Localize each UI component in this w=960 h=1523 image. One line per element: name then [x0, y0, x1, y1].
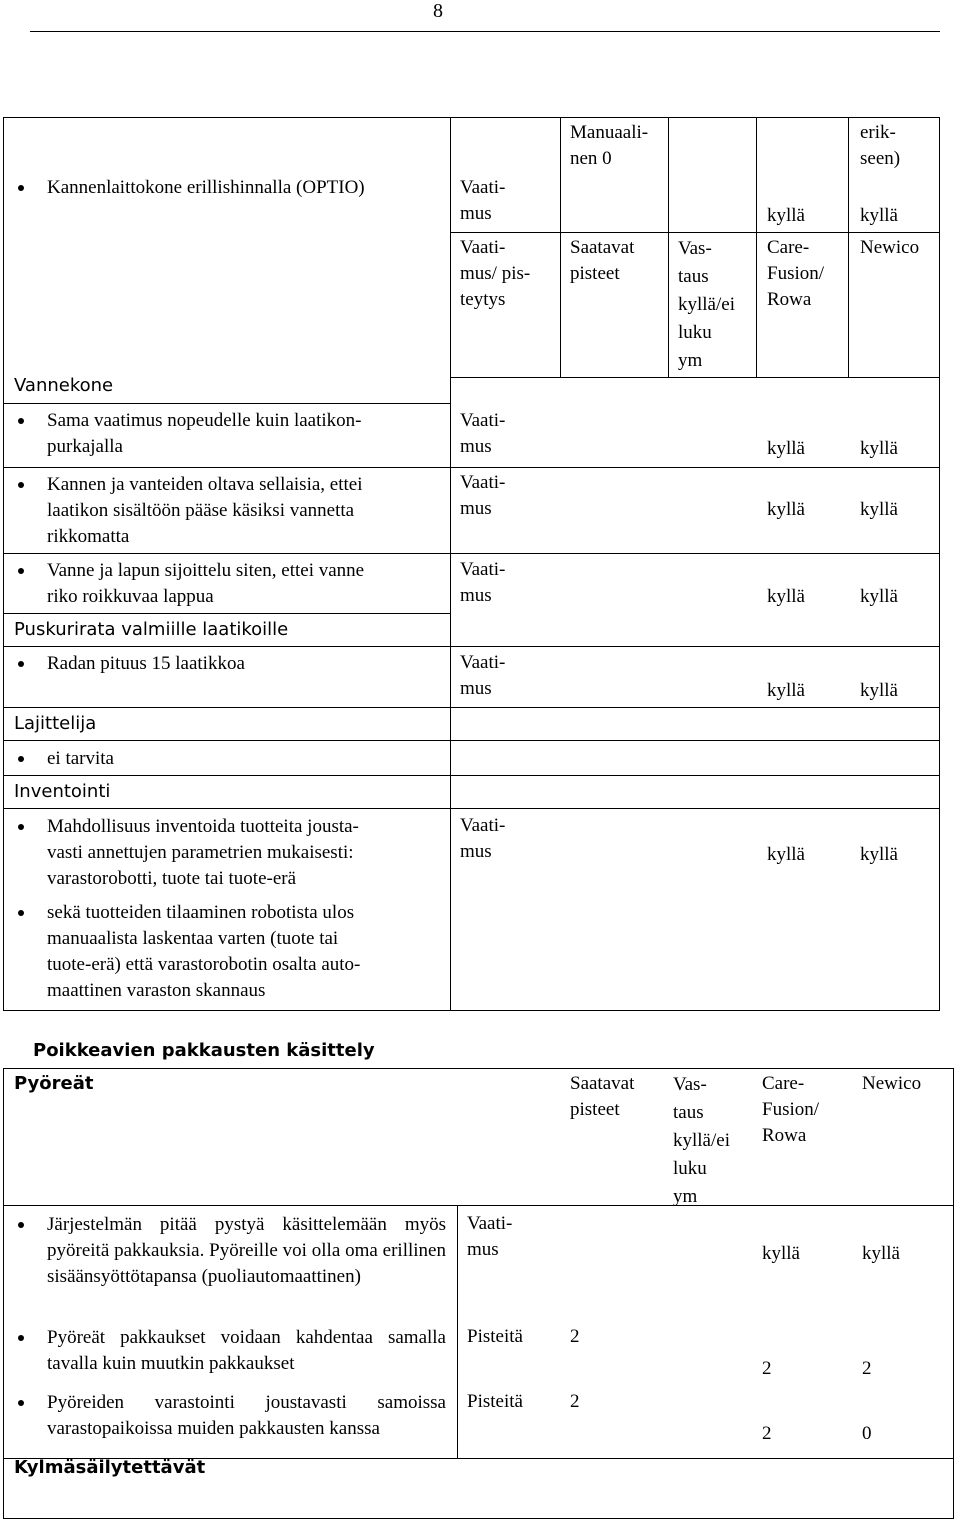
row-carefusion-answer: kyllä — [767, 205, 805, 226]
bullet-icon — [18, 1400, 24, 1406]
row-text-track-length: Radan pituus 15 laatikkoa — [47, 653, 245, 674]
row-carefusion-answer: 2 — [762, 1423, 772, 1444]
row-newico-answer: kyllä — [860, 499, 898, 520]
section-heading-buffer-track: Puskurirata valmiille laatikoille — [14, 619, 289, 640]
row-requirement: Vaati- mus — [460, 410, 506, 457]
row-carefusion-answer: kyllä — [767, 844, 805, 865]
row-available-points: 2 — [570, 1391, 580, 1412]
row-newico-answer: kyllä — [860, 205, 898, 226]
row-text-round-duplicate: Pyöreät pakkaukset voidaan kahdentaa samalla tavalla kuin muutkin pakkaukset — [47, 1327, 446, 1374]
bullet-icon — [18, 185, 24, 191]
header-erikseen: erik- seen) — [860, 122, 901, 169]
row-carefusion-answer: kyllä — [762, 1243, 800, 1264]
row-points-label: Pisteitä — [467, 1391, 523, 1412]
row-requirement: Vaati- mus — [460, 559, 506, 606]
bullet-icon — [18, 910, 24, 916]
bullet-icon — [18, 1222, 24, 1228]
section-heading-strapping: Vannekone — [14, 375, 114, 396]
row-text-lid-machine: Kannenlaittokone erillishinnalla (OPTIO) — [47, 177, 365, 198]
header-answer: Vas- taus kyllä/ei luku ym — [678, 238, 735, 371]
section-heading-round: Pyöreät — [14, 1073, 94, 1094]
bullet-icon — [18, 1335, 24, 1341]
row-text-round-storage: Pyöreiden varastointi joustavasti samoissa varastopaikoissa muiden pakkausten kanssa — [47, 1392, 446, 1439]
row-text-round-handling: Järjestelmän pitää pystyä käsittelemään myös pyöreitä pakkauksia. Pyöreille voi olla oma erillinen sisäänsyöttötapansa (puoliautomaattinen) — [47, 1214, 446, 1287]
row-newico-answer: 2 — [862, 1358, 872, 1379]
row-carefusion-answer: 2 — [762, 1358, 772, 1379]
header-newico: Newico — [862, 1073, 922, 1094]
header-manual: Manuaali- nen 0 — [570, 122, 649, 169]
bullet-icon — [18, 482, 24, 488]
row-carefusion-answer: kyllä — [767, 438, 805, 459]
row-available-points: 2 — [570, 1326, 580, 1347]
header-carefusion-rowa: Care- Fusion/ Rowa — [767, 237, 825, 310]
row-carefusion-answer: kyllä — [767, 586, 805, 607]
row-newico-answer: kyllä — [860, 680, 898, 701]
row-requirement: Vaati- mus — [460, 472, 506, 519]
bullet-icon — [18, 756, 24, 762]
page-header-rule — [30, 31, 940, 32]
row-text-strap-label: Vanne ja lapun sijoittelu siten, ettei vanne riko roikkuvaa lappua — [47, 560, 365, 607]
row-text-speed: Sama vaatimus nopeudelle kuin laatikon- purkajalla — [47, 410, 362, 457]
row-carefusion-answer: kyllä — [767, 499, 805, 520]
header-carefusion-rowa: Care- Fusion/ Rowa — [762, 1073, 820, 1146]
page-number: 8 — [433, 0, 443, 22]
row-newico-answer: 0 — [862, 1423, 872, 1444]
section-heading-inventory: Inventointi — [14, 781, 111, 802]
row-newico-answer: kyllä — [860, 438, 898, 459]
row-requirement: Vaati- mus — [460, 652, 506, 699]
bullet-icon — [18, 824, 24, 830]
row-text-lid-security: Kannen ja vanteiden oltava sellaisia, ettei laatikon sisältöön pääse käsiksi vannetta rikkomatta — [47, 474, 363, 547]
row-carefusion-answer: kyllä — [767, 680, 805, 701]
row-text-robot-ordering: sekä tuotteiden tilaaminen robotista ulos manuaalista laskentaa varten (tuote tai tuote-erä) että varastorobotin osalta auto- maattinen varaston skannaus — [47, 902, 361, 1001]
row-newico-answer: kyllä — [860, 586, 898, 607]
header-newico: Newico — [860, 237, 920, 258]
section-heading-refrigerated: Kylmäsäilytettävät — [14, 1457, 206, 1478]
table-2-title: Poikkeavien pakkausten käsittely — [33, 1040, 375, 1061]
header-available-points: Saatavat pisteet — [570, 1073, 635, 1120]
row-requirement: Vaati- mus — [460, 815, 506, 862]
section-heading-sorter: Lajittelija — [14, 713, 97, 734]
header-requirement-points: Vaati- mus/ pis- teytys — [460, 237, 531, 310]
header-answer: Vas- taus kyllä/ei luku ym — [673, 1074, 730, 1207]
row-requirement: Vaati- mus — [460, 177, 506, 224]
row-points-label: Pisteitä — [467, 1326, 523, 1347]
bullet-icon — [18, 661, 24, 667]
row-text-inventory-options: Mahdollisuus inventoida tuotteita jousta- vasti annettujen parametrien mukaisesti: varastorobotti, tuote tai tuote-erä — [47, 816, 359, 889]
header-available-points: Saatavat pisteet — [570, 237, 635, 284]
bullet-icon — [18, 568, 24, 574]
row-requirement: Vaati- mus — [467, 1213, 513, 1260]
bullet-icon — [18, 418, 24, 424]
row-newico-answer: kyllä — [862, 1243, 900, 1264]
row-text-not-needed: ei tarvita — [47, 748, 114, 769]
row-newico-answer: kyllä — [860, 844, 898, 865]
